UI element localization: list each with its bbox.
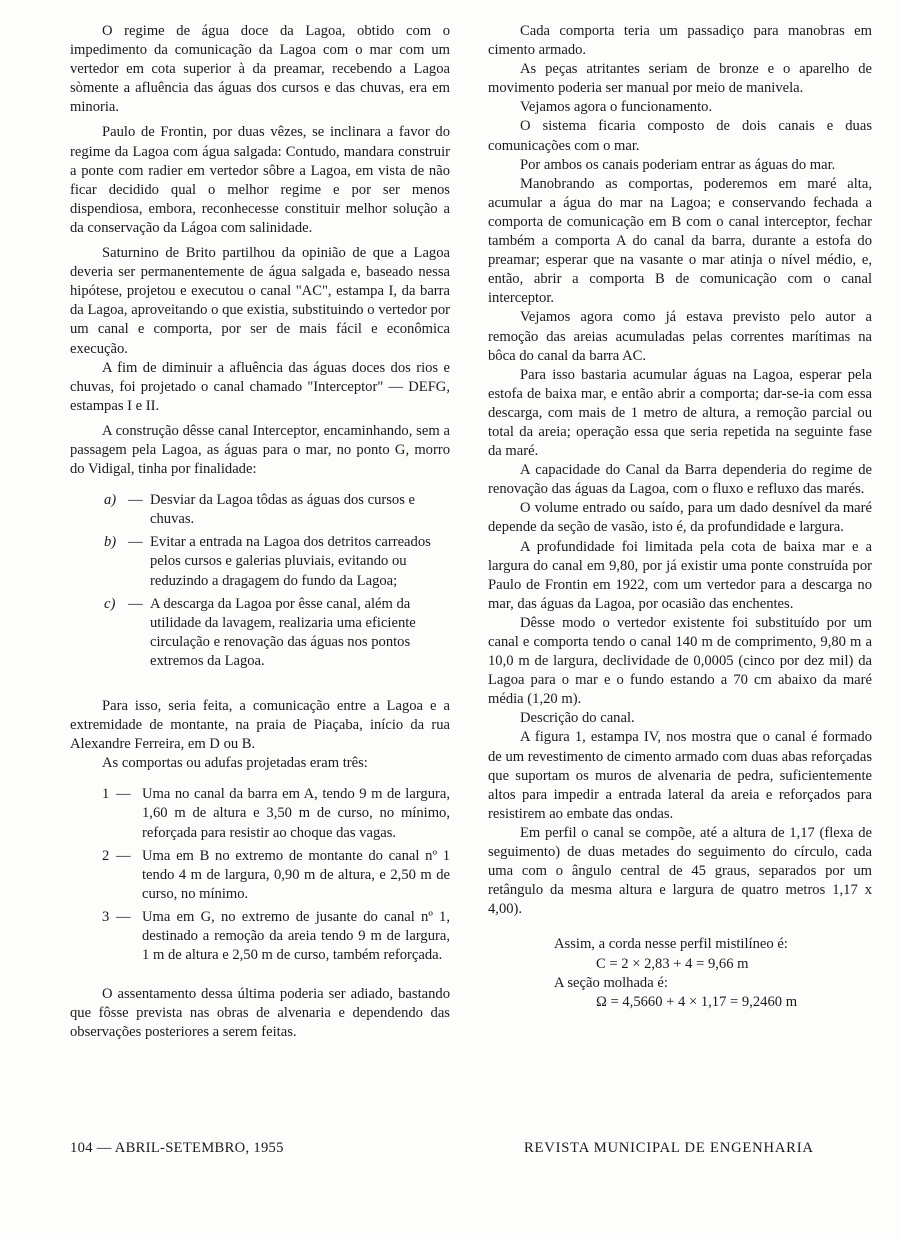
list-item (70, 908, 450, 965)
paragraph: Descrição do canal. (520, 710, 635, 727)
list-dash: — (116, 847, 131, 864)
paragraph: Manobrando as comportas, poderemos em maré alta, acumular a água do mar na Lagoa; e conservando fechada a comporta de comunicação em B com o canal interceptor, fechar também a comporta A do canal da barra, durante a estofa do preamar; esperar que na vasante o mar atinja o nível médio, e, então, abrir a comporta B de comunicação com o canal interceptor. (488, 175, 872, 307)
paragraph: A figura 1, estampa IV, nos mostra que o canal é formado de um revestimento de cimento armado com duas abas reforçadas que suportam os muros de alvenaria de pedra, suficientemente altos para impedir a entrada lateral da areia e reforçados para resistirem ao embate das ondas. (488, 729, 872, 822)
paragraph: As comportas ou adufas projetadas eram três: (102, 755, 368, 772)
list-marker: c) (104, 595, 116, 612)
formula-chord: C = 2 × 2,83 + 4 = 9,66 m (596, 955, 749, 972)
spacer (488, 919, 872, 935)
paragraph: Cada comporta teria um passadiço para manobras em cimento armado. (488, 23, 872, 59)
paragraph: A fim de diminuir a afluência das águas doces dos rios e chuvas, foi projetado o canal chamado "Interceptor" — DEFG, estampas I e II. (70, 359, 450, 414)
list-marker: 1 (102, 786, 110, 803)
list-item (70, 785, 450, 842)
paragraph: O sistema ficaria composto de dois canais e duas comunicações com o mar. (488, 118, 872, 154)
list-marker: 2 (102, 847, 110, 864)
paragraph: Por ambos os canais poderiam entrar as águas do mar. (520, 156, 836, 173)
paragraph: Para isso bastaria acumular águas na Lagoa, esperar pela estofa de baixa mar, e então abrir a comporta; dar-se-ia com essa descarga, com mais de 1 metro de altura, a remoção parcial ou total da areia; operação essa que seria repetida na seguinte fase da maré. (488, 366, 872, 460)
list-text: Desviar da Lagoa tôdas as águas dos cursos e chuvas. (150, 492, 416, 528)
list-item (70, 595, 450, 671)
list-text: A descarga da Lagoa por êsse canal, além da utilidade da lavagem, realizaria uma eficiente circulação e renovação das águas nos pontos extremos da Lagoa. (150, 595, 416, 669)
left-column (70, 22, 450, 1043)
paragraph: Dêsse modo o vertedor existente foi substituído por um canal e comporta tendo o canal 140 m de comprimento, 9,80 m a 10,0 m de largura, declividade de 0,0005 (cinco por dez mil) da Lagoa para o mar e o fundo estando a 70 cm abaixo da maré média (1,20 m). (488, 614, 872, 708)
paragraph: Paulo de Frontin, por duas vêzes, se inclinara a favor do regime da Lagoa com água salgada: Contudo, mandara construir a ponte com radier em vertedor sôbre a Lagoa, em vista de não ficar decidido qual o melhor regime e por ser menos dispendiosa, embora, reconhecesse constituir melhor solução a da conservação da Lágoa com salinidade. (70, 124, 450, 236)
purpose-list (70, 491, 450, 671)
list-marker: 3 (102, 908, 110, 925)
paragraph: O volume entrado ou saído, para um dado desnível da maré depende da seção de vasão, isto é, da profundidade e largura. (488, 500, 872, 536)
paragraph: A capacidade do Canal da Barra dependeria do regime de renovação das águas da Lagoa, com o fluxo e refluxo das marés. (488, 462, 872, 498)
formula-label: Assim, a corda nesse perfil mistilíneo é: (554, 936, 788, 953)
paragraph: O assentamento dessa última poderia ser adiado, bastando que fôsse prevista nas obras de alvenaria e dependendo das observações posteriores a serem feitas. (70, 986, 450, 1041)
list-item (70, 533, 450, 590)
page-footer-issue: 104 — ABRIL-SETEMBRO, 1955 (70, 1140, 284, 1156)
paragraph: Saturnino de Brito partilhou da opinião de que a Lagoa deveria ser permanentemente de água salgada e, baseado nessa hipótese, projetou e executou o canal "AC", estampa I, da barra da Lagoa, aproveitando o que existia, substituindo o vertedor por um canal e comporta, por ser de mais fácil e econômica execução. (70, 245, 450, 357)
paragraph: Vejamos agora o funcionamento. (520, 99, 713, 116)
paragraph: A profundidade foi limitada pela cota de baixa mar e a largura do canal em 9,80, por já existir uma ponte construída por Paulo de Frontin em 1922, com um vertedor para a descarga no mar, das águas da Lagoa, por ocasião das enchentes. (488, 538, 872, 612)
list-item (70, 491, 450, 529)
list-text: Uma em B no extremo de montante do canal nº 1 tendo 4 m de largura, 0,90 m de altura, e 2,50 m de curso, no mínimo. (142, 847, 450, 902)
list-marker: b) (104, 534, 117, 551)
right-column (488, 22, 872, 1012)
list-dash: — (116, 908, 131, 925)
list-marker: a) (104, 492, 117, 509)
paragraph: Para isso, seria feita, a comunicação entre a Lagoa e a extremidade de montante, na praia de Piaçaba, início da rua Alexandre Ferreira, em D ou B. (70, 698, 450, 753)
paragraph: As peças atritantes seriam de bronze e o aparelho de movimento poderia ser manual por meio de manivela. (488, 61, 872, 97)
list-text: Uma no canal da barra em A, tendo 9 m de largura, 1,60 m de altura e 3,50 m de curso, no mínimo, reforçada para resistir ao choque das vagas. (142, 786, 450, 841)
paragraph: O regime de água doce da Lagoa, obtido com o impedimento da comunicação da Lagoa com o mar com um vertedor em cota superior à da preamar, recebendo a Lagoa sòmente a afluência das águas dos cursos e das chuvas, era em minoria. (70, 23, 450, 116)
spacer (70, 675, 450, 697)
list-dash: — (128, 534, 143, 551)
list-dash: — (116, 786, 131, 803)
list-item (70, 847, 450, 904)
paragraph: A construção dêsse canal Interceptor, encaminhando, sem a passagem pela Lagoa, as águas para o mar, no ponto G, morro do Vidigal, tinha por finalidade: (70, 422, 450, 478)
paragraph: Em perfil o canal se compõe, até a altura de 1,17 (flexa de seguimento) de duas metades do seguimento do círculo, cada uma com o ângulo central de 45 graus, separados por um retângulo da mesma altura e largura de quatro metros 1,17 x 4,00). (488, 824, 872, 918)
paragraph: Vejamos agora como já estava previsto pelo autor a remoção das areias acumuladas pelas correntes marítimas na bôca do canal da barra AC. (488, 309, 872, 364)
floodgates-list (70, 785, 450, 965)
formula-wetted-section: Ω = 4,5660 + 4 × 1,17 = 9,2460 m (596, 993, 798, 1010)
list-dash: — (128, 595, 143, 612)
list-dash: — (128, 492, 143, 509)
formula-label: A seção molhada é: (554, 974, 668, 991)
page-footer-journal: REVISTA MUNICIPAL DE ENGENHARIA (524, 1140, 814, 1156)
list-text: Evitar a entrada na Lagoa dos detritos carreados pelos cursos e galerias pluviais, evitando ou reduzindo a dragagem do fundo da Lagoa; (150, 534, 431, 589)
spacer (70, 969, 450, 985)
list-text: Uma em G, no extremo de jusante do canal nº 1, destinado a remoção da areia tendo 9 m de largura, 1 m de altura e 2,50 m de curso, também reforçada. (142, 908, 450, 964)
